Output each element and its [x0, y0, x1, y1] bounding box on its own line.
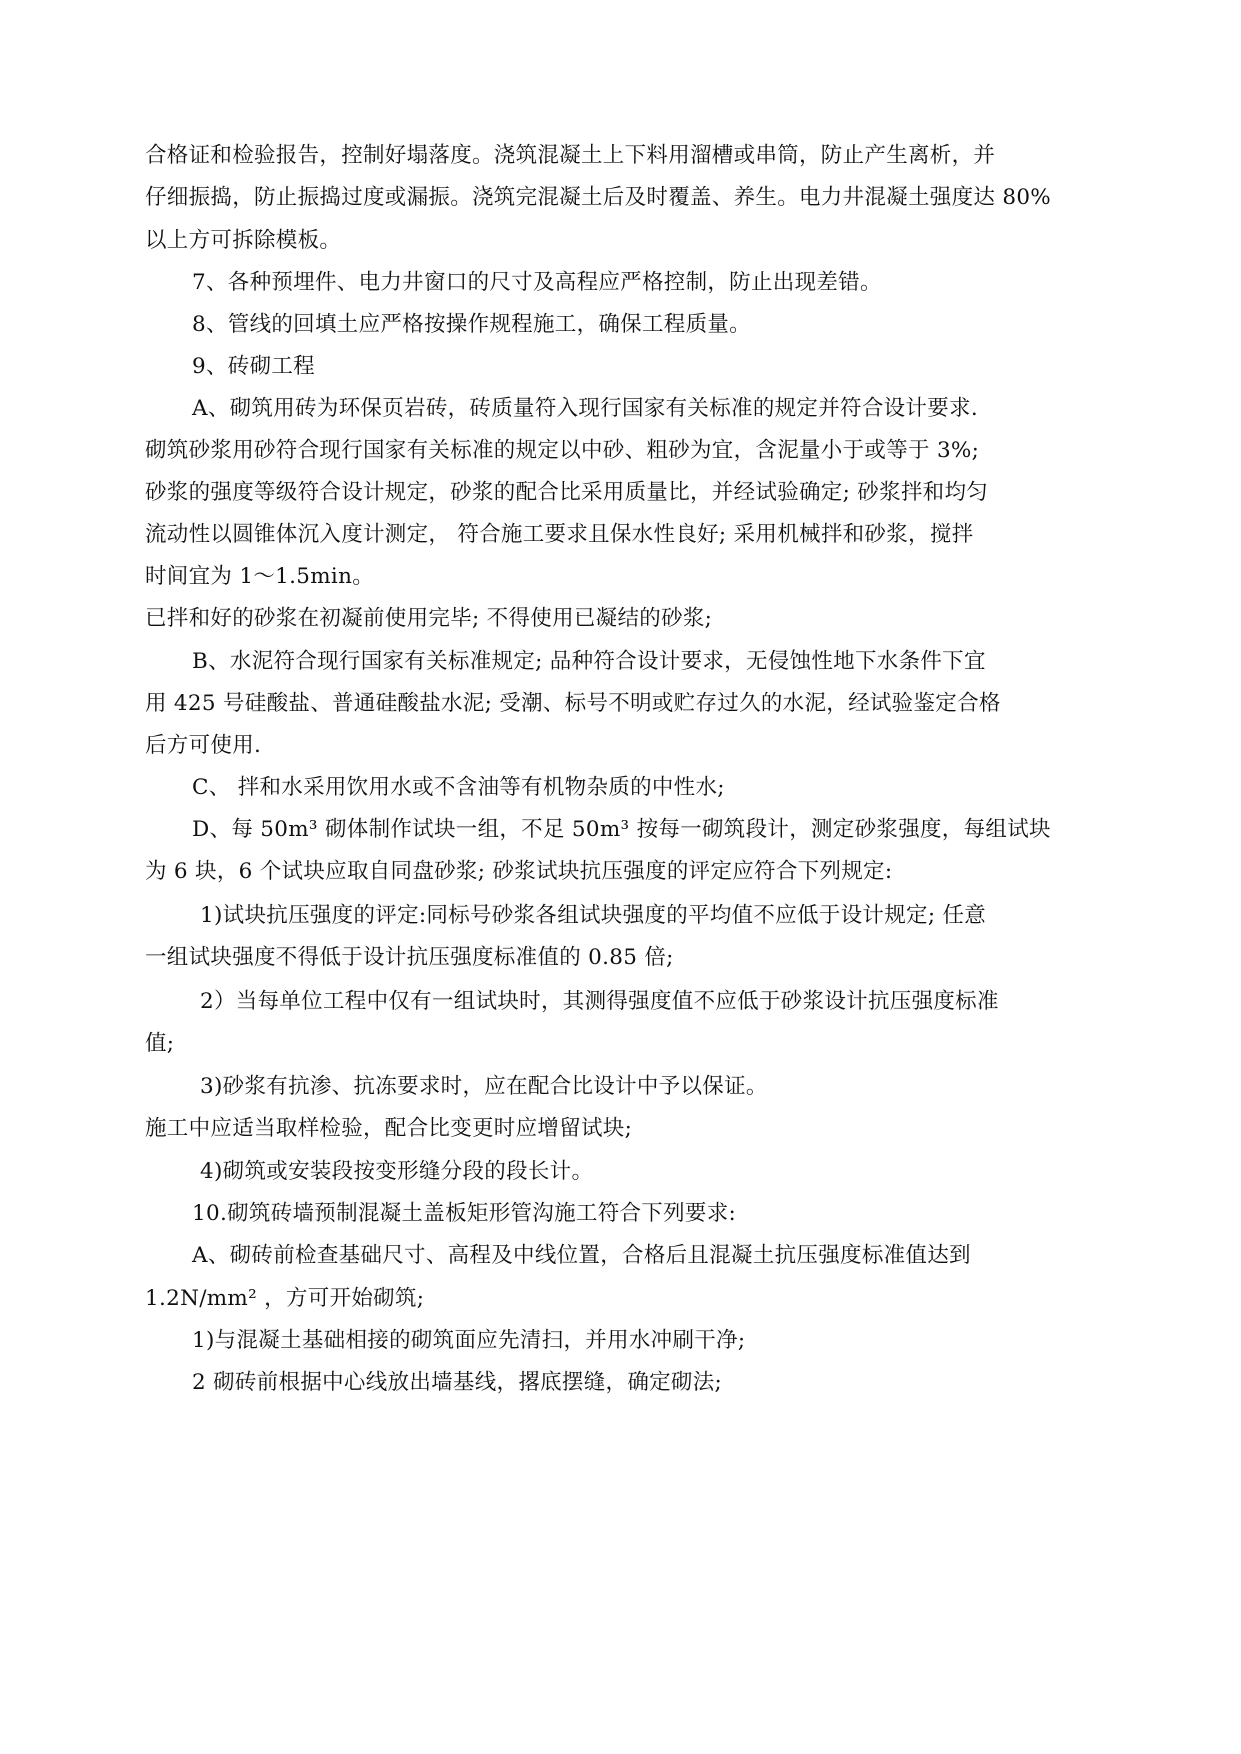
text-line: 7、各种预埋件、电力井窗口的尺寸及高程应严格控制，防止出现差错。 — [192, 270, 882, 295]
text-line: 仔细振捣，防止振捣过度或漏振。浇筑完混凝土后及时覆盖、养生。电力井混凝土强度达 80% — [145, 185, 1052, 210]
text-line: 以上方可拆除模板。 — [145, 228, 342, 253]
text-line: 3)砂浆有抗渗、抗冻要求时，应在配合比设计中予以保证。 — [200, 1074, 768, 1099]
section-heading: 9、砖砌工程 — [192, 354, 315, 379]
text-line: 时间宜为 1～1.5min。 — [145, 564, 375, 589]
text-line: 后方可使用. — [145, 733, 262, 758]
text-line: A、砌筑用砖为环保页岩砖，砖质量符入现行国家有关标准的规定并符合设计要求. — [192, 396, 978, 421]
text-line: B、水泥符合现行国家有关标准规定; 品种符合设计要求，无侵蚀性地下水条件下宜 — [192, 649, 986, 674]
text-line: 4)砌筑或安装段按变形缝分段的段长计。 — [200, 1159, 594, 1184]
text-line: 施工中应适当取样检验，配合比变更时应增留试块; — [145, 1116, 633, 1141]
text-line: 值; — [145, 1031, 175, 1056]
text-line: 10.砌筑砖墙预制混凝土盖板矩形管沟施工符合下列要求: — [192, 1201, 737, 1226]
text-line: 为 6 块，6 个试块应取自同盘砂浆; 砂浆试块抗压强度的评定应符合下列规定: — [145, 859, 893, 884]
text-line: 已拌和好的砂浆在初凝前使用完毕; 不得使用已凝结的砂浆; — [145, 606, 713, 631]
text-line: 一组试块强度不得低于设计抗压强度标准值的 0.85 倍; — [145, 945, 674, 970]
text-line: 合格证和检验报告，控制好塌落度。浇筑混凝土上下料用溜槽或串筒，防止产生离析，并 — [145, 143, 996, 168]
text-line: D、每 50m³ 砌体制作试块一组，不足 50m³ 按每一砌筑段计，测定砂浆强度，每组试块 — [192, 817, 1051, 842]
text-line: 用 425 号硅酸盐、普通硅酸盐水泥; 受潮、标号不明或贮存过久的水泥，经试验鉴定合格 — [145, 691, 1001, 716]
text-line: A、砌砖前检查基础尺寸、高程及中线位置，合格后且混凝土抗压强度标准值达到 — [192, 1243, 971, 1268]
text-line: 1)试块抗压强度的评定:同标号砂浆各组试块强度的平均值不应低于设计规定; 任意 — [200, 903, 987, 928]
text-line: 流动性以圆锥体沉入度计测定， 符合施工要求且保水性良好; 采用机械拌和砂浆，搅拌 — [145, 522, 974, 547]
text-line: 砌筑砂浆用砂符合现行国家有关标准的规定以中砂、粗砂为宜，含泥量小于或等于 3%; — [145, 438, 980, 463]
text-line: 砂浆的强度等级符合设计规定，砂浆的配合比采用质量比，并经试验确定; 砂浆拌和均匀 — [145, 480, 989, 505]
text-line: 8、管线的回填土应严格按操作规程施工，确保工程质量。 — [192, 312, 751, 337]
text-line: 2）当每单位工程中仅有一组试块时，其测得强度值不应低于砂浆设计抗压强度标准 — [200, 989, 999, 1014]
text-line: C、 拌和水采用饮用水或不含油等有机物杂质的中性水; — [192, 775, 725, 800]
text-line: 1.2N/mm² ，方可开始砌筑; — [145, 1286, 425, 1311]
text-line: 1)与混凝土基础相接的砌筑面应先清扫，并用水冲刷干净; — [192, 1328, 746, 1353]
text-line: 2 砌砖前根据中心线放出墙基线，撂底摆缝，确定砌法; — [192, 1370, 723, 1395]
